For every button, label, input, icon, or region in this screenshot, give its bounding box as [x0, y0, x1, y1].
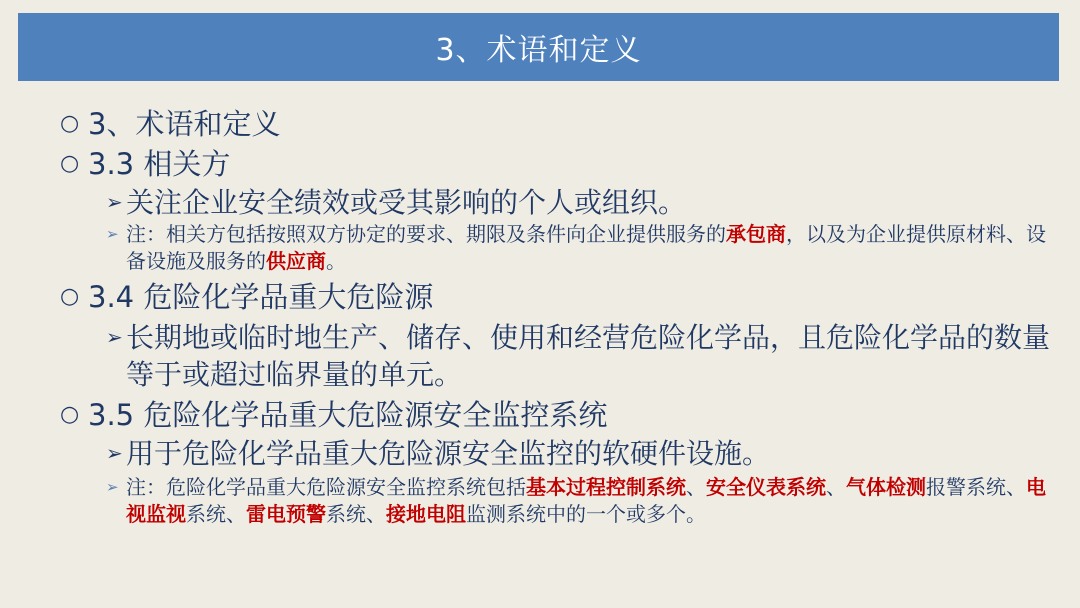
note-item: [106, 221, 1050, 275]
sub-bullet-item: [106, 435, 1050, 472]
bullet-item: [60, 277, 1050, 317]
sub-bullet-text: 长期地或临时地生产、储存、使用和经营危险化学品，且危险化学品的数量等于或超过临界量的单元。: [126, 321, 1051, 391]
sub-bullet-text: 关注企业安全绩效或受其影响的个人或组织。: [126, 186, 687, 219]
sub-bullet-text: 用于危险化学品重大危险源安全监控的软硬件设施。: [126, 437, 771, 470]
hollow-circle-icon: ○: [60, 111, 80, 136]
arrow-bullet-icon: ➢: [106, 190, 123, 214]
sub-bullet-item: [106, 184, 1050, 221]
hollow-circle-icon: ○: [60, 402, 80, 427]
bullet-item: [60, 395, 1050, 435]
bullet-item: [60, 144, 1050, 184]
sub-bullet-item: [106, 319, 1050, 393]
bullet-text: 3、术语和定义: [88, 107, 281, 141]
slide-header: [18, 13, 1059, 81]
note-item: [106, 474, 1050, 528]
slide-body: [60, 104, 1050, 528]
arrow-bullet-icon: ➢: [106, 325, 123, 349]
note-text: 注：相关方包括按照双方协定的要求、期限及条件向企业提供服务的承包商，以及为企业提供原材料、设备设施及服务的供应商。: [126, 222, 1046, 273]
hollow-circle-icon: ○: [60, 151, 80, 176]
arrow-bullet-icon: ➢: [106, 441, 123, 465]
slide-title: 3、术语和定义: [435, 33, 642, 68]
highlight-supplier: 供应商: [266, 249, 326, 273]
note-text: 注：危险化学品重大危险源安全监控系统包括基本过程控制系统、安全仪表系统、气体检测报警系统、电视监视系统、雷电预警系统、接地电阻监测系统中的一个或多个。: [126, 475, 1046, 526]
bullet-text: 3.4 危险化学品重大危险源: [88, 280, 434, 314]
arrow-bullet-icon: ➢: [106, 225, 119, 243]
hollow-circle-icon: ○: [60, 284, 80, 309]
bullet-text: 3.3 相关方: [88, 147, 231, 181]
arrow-bullet-icon: ➢: [106, 478, 119, 496]
bullet-text: 3.5 危险化学品重大危险源安全监控系统: [88, 398, 608, 432]
bullet-item: [60, 104, 1050, 144]
highlight-contractor: 承包商: [726, 222, 786, 246]
